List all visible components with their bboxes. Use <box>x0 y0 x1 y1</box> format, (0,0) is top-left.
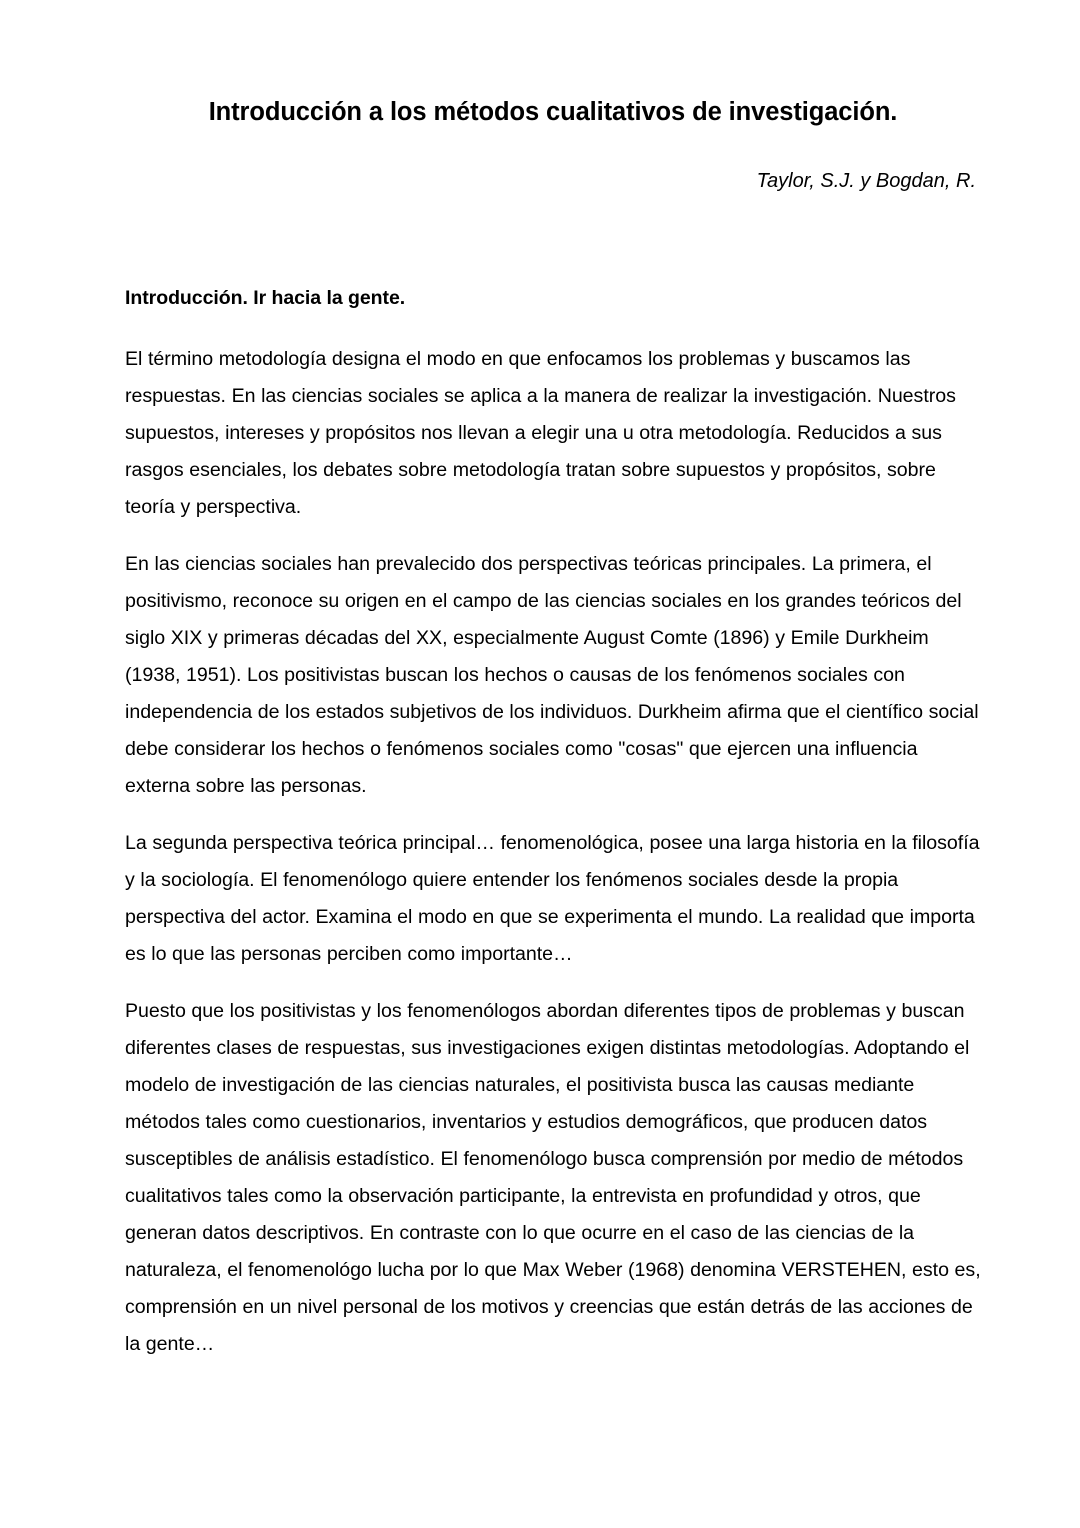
body-paragraph: La segunda perspectiva teórica principal… fenomenológica, posee una larga historia en la filosofía y la sociología. El fenomenólogo quiere entender los fenómenos sociales desde la propia perspectiva del actor. Examina el modo en que se experimenta el mundo. La realidad que importa es lo que las personas perciben como importante… <box>125 832 980 966</box>
author-byline: Taylor, S.J. y Bogdan, R. <box>756 170 976 192</box>
section-heading: Introducción. Ir hacia la gente. <box>125 287 406 309</box>
document-body <box>125 285 983 1363</box>
body-paragraph: Puesto que los positivistas y los fenomenólogos abordan diferentes tipos de problemas y buscan diferentes clases de respuestas, sus investigaciones exigen distintas metodologías. Adoptando el modelo de investigación de las ciencias naturales, el positivista busca las causas mediante métodos tales como cuestionarios, inventarios y estudios demográficos, que producen datos susceptibles de análisis estadístico. El fenomenólogo busca comprensión por medio de métodos cualitativos tales como la observación participante, la entrevista en profundidad y otros, que generan datos descriptivos. En contraste con lo que ocurre en el caso de las ciencias de la naturaleza, el fenomenológo lucha por lo que Max Weber (1968) denomina VERSTEHEN, esto es, comprensión en un nivel personal de los motivos y creencias que están detrás de las acciones de la gente… <box>125 1000 981 1356</box>
body-paragraph: En las ciencias sociales han prevalecido dos perspectivas teóricas principales. La primera, el positivismo, reconoce su origen en el campo de las ciencias sociales en los grandes teóricos del siglo XIX y primeras décadas del XX, especialmente August Comte (1896) y Emile Durkheim (1938, 1951). Los positivistas buscan los hechos o causas de los fenómenos sociales con independencia de los estados subjetivos de los individuos. Durkheim afirma que el científico social debe considerar los hechos o fenómenos sociales como "cosas" que ejercen una influencia externa sobre las personas. <box>125 553 979 798</box>
page-title: Introducción a los métodos cualitativos de investigación. <box>208 98 898 126</box>
body-paragraph: El término metodología designa el modo en que enfocamos los problemas y buscamos las respuestas. En las ciencias sociales se aplica a la manera de realizar la investigación. Nuestros supuestos, intereses y propósitos nos llevan a elegir una u otra metodología. Reducidos a sus rasgos esenciales, los debates sobre metodología tratan sobre supuestos y propósitos, sobre teoría y perspectiva. <box>125 348 956 519</box>
